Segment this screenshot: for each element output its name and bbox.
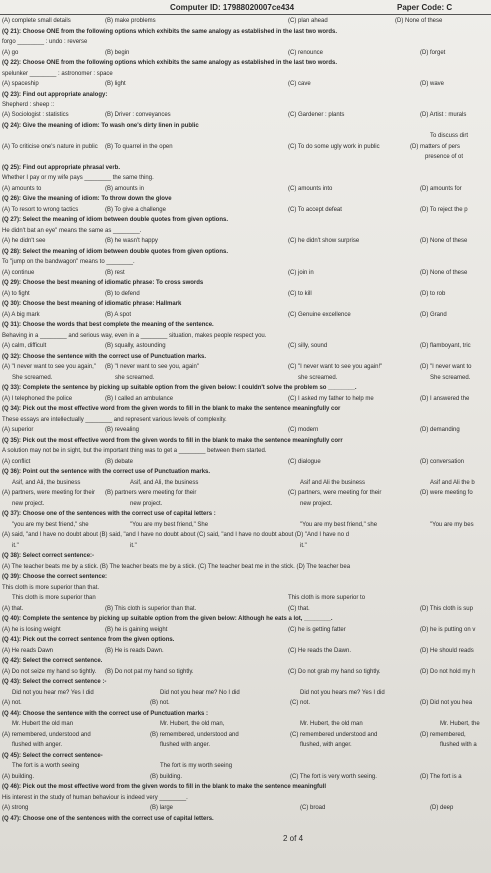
text-segment: (A) To resort to wrong tactics (2, 206, 79, 213)
text-segment: The fort is my worth seeing (160, 763, 233, 769)
text-line (0, 805, 491, 815)
text-line (0, 186, 491, 196)
text-line (0, 196, 491, 206)
text-segment: Whether I pay or my wife pays ________ the same thing. (2, 175, 154, 182)
question-text: (Q 45): Select the correct sentence- (2, 752, 103, 759)
text-segment: it." (12, 542, 19, 549)
text-segment: His interest in the study of human behaviour is indeed very ________. (2, 794, 188, 801)
text-segment: (B) To quarrel in the open (105, 143, 173, 150)
question-text: (Q 24): Give the meaning of idiom: To wash one's dirty linen in public (2, 122, 199, 129)
text-segment: (A) building. (2, 773, 35, 780)
text-segment: (B) he is gaining weight (105, 626, 168, 633)
text-segment: (B) make problems (105, 18, 156, 24)
text-segment: (A) spaceship (2, 81, 39, 87)
text-line (0, 543, 491, 553)
text-segment: (B) not. (150, 700, 170, 707)
text-line (0, 207, 491, 217)
text-segment: "You are my best friend," she (300, 521, 378, 528)
text-segment: (A) calm, difficult (2, 343, 47, 350)
text-segment: Mr. Hubert, the (440, 721, 480, 728)
text-line (0, 406, 491, 416)
text-line (0, 102, 491, 112)
text-segment: (C) silly, sound (288, 343, 328, 350)
computer-id: Computer ID: 17988020007ce434 (170, 3, 295, 12)
text-line (0, 448, 491, 458)
text-segment: (B) Driver : conveyances (105, 112, 171, 119)
text-line (0, 249, 491, 259)
text-segment: (D) he is putting on v (420, 626, 476, 633)
question-text: (Q 25): Find out appropriate phrasal verb. (2, 164, 121, 171)
text-segment: (C) dialogue (288, 458, 321, 465)
text-segment: (D) "I never want to (420, 364, 472, 371)
text-segment: (C) modern (288, 427, 319, 434)
text-segment: (C) to kill (288, 290, 312, 297)
text-line (0, 71, 491, 81)
text-segment: This cloth is more superior than (12, 595, 96, 602)
text-segment: He didn't bat an eye" means the same as ________. (2, 227, 142, 234)
text-segment: flushed with a (440, 742, 477, 749)
text-segment: (A) superior (2, 427, 34, 434)
text-segment: (C) To do some ugly work in public (288, 143, 380, 150)
text-line (0, 732, 491, 742)
text-line (0, 585, 491, 595)
text-segment: (B) to defend (105, 290, 140, 297)
text-segment: These essays are intellectually ________ and represent various levels of complexity. (2, 416, 227, 423)
paper-code: Paper Code: C (397, 3, 453, 12)
text-segment: (B) debate (105, 458, 134, 465)
text-segment: She screamed. (430, 374, 471, 381)
question-text: (Q 29): Choose the best meaning of idiomatic phrase: To cross swords (2, 280, 204, 287)
text-segment: (A) to fight (2, 290, 30, 297)
text-line (0, 574, 491, 584)
text-segment: (B) This cloth is superior than that. (105, 605, 197, 612)
text-line (0, 312, 491, 322)
text-line (0, 490, 491, 500)
question-text: (Q 21): Choose ONE from the following options which exhibits the same analogy as established in the last two words. (2, 28, 338, 35)
text-line (0, 459, 491, 469)
question-text: (Q 30): Choose the best meaning of idiomatic phrase: Hallmark (2, 301, 182, 308)
text-line (0, 123, 491, 133)
question-text: (Q 47): Choose one of the sentences with the correct use of capital letters. (2, 815, 214, 822)
text-segment: Asif and Ali the b (430, 479, 475, 486)
text-segment: (C) renounce (288, 49, 324, 56)
text-segment: Mr. Hubert, the old man (300, 721, 363, 728)
text-line (0, 595, 491, 605)
text-segment: (C) Genuine excellence (288, 311, 351, 318)
text-line (0, 154, 491, 164)
text-line (0, 60, 491, 70)
text-segment: (D) Did not you hea (420, 700, 473, 707)
text-segment: spelunker ________ : astronomer : space (2, 70, 113, 77)
text-segment: (A) partners, were meeting for their (2, 490, 96, 497)
text-segment: Mr. Hubert, the old man, (160, 721, 225, 728)
text-segment: (D) None of these (420, 269, 468, 276)
text-line (0, 354, 491, 364)
text-segment: The fort is a worth seeing (12, 763, 80, 769)
question-text: (Q 26): Give the meaning of idiom: To throw down the glove (2, 196, 172, 203)
text-segment: (C) Do not grab my hand so tightly. (288, 668, 381, 675)
text-segment: presence of ot (425, 154, 464, 161)
text-segment: (D) matters of pers (410, 143, 461, 150)
text-line (0, 532, 491, 542)
text-segment: (B) large (150, 805, 174, 811)
text-segment: (A) continue (2, 269, 35, 276)
text-segment: it." (130, 542, 137, 549)
text-segment: She screamed. (12, 374, 53, 381)
text-segment: (C) join in (288, 269, 314, 276)
text-segment: "You are my best friend," She (130, 521, 209, 528)
text-segment: flushed with anger. (160, 742, 211, 749)
text-segment: (A) The teacher beats me by a stick. (B) The teacher beats me by a stick. (C) The teacher beat me in the stick. (D) The teacher bea (2, 563, 351, 570)
text-segment: (A) He reads Dawn (2, 647, 54, 654)
text-segment: (C) that. (288, 605, 310, 612)
text-segment: (D) None of these (395, 18, 443, 24)
text-line (0, 364, 491, 374)
question-text: (Q 41): Pick out the correct sentence from the given options. (2, 637, 175, 644)
text-line (0, 679, 491, 689)
text-line (0, 50, 491, 60)
text-segment: (B) To give a challenge (105, 206, 166, 213)
text-line (0, 333, 491, 343)
text-segment: "you are my best friend," she (12, 521, 89, 528)
text-segment: Asif, and Ali, the business (130, 479, 199, 486)
text-segment: (C) partners, were meeting for their (288, 490, 382, 497)
text-segment: (A) To criticise one's nature in public (2, 143, 98, 150)
text-segment: (B) squally, astounding (105, 343, 166, 350)
text-segment: (B) begin (105, 49, 130, 56)
text-line (0, 469, 491, 479)
text-segment: Did not you hear me? No I did (160, 689, 240, 696)
text-segment: (C) Gardener : plants (288, 112, 345, 119)
question-text: (Q 34): Pick out the most effective word from the given words to fill in the blank to make the sentence meaningfully cor (2, 406, 341, 413)
text-line (0, 648, 491, 658)
text-line (0, 238, 491, 248)
text-line (0, 784, 491, 794)
text-segment: (D) Artist : murals (420, 112, 467, 119)
text-line (0, 322, 491, 332)
text-segment: To "jump on the bandwagon" means to ________. (2, 259, 135, 266)
text-segment: Mr. Hubert the old man (12, 721, 74, 728)
text-segment: (D) deep (430, 805, 454, 811)
text-line (0, 144, 491, 154)
text-segment: (B) Do not pat my hand so tightly. (105, 668, 194, 675)
text-segment: (C) He reads the Dawn. (288, 647, 352, 654)
text-line (0, 385, 491, 395)
text-line (0, 553, 491, 563)
text-line (0, 396, 491, 406)
question-text: (Q 33): Complete the sentence by picking up suitable option from the given below: I couldn't solve the problem so ________. (2, 385, 357, 392)
text-segment: (D) He should reads (420, 647, 474, 654)
text-segment: she screamed. (115, 374, 155, 381)
text-line (0, 690, 491, 700)
text-segment: (B) He is reads Dawn. (105, 647, 164, 654)
text-segment: new project. (130, 500, 163, 507)
text-line (0, 217, 491, 227)
text-line (0, 753, 491, 763)
text-line (0, 522, 491, 532)
question-text: (Q 28): Select the meaning of idiom between double quotes from given options. (2, 248, 229, 255)
text-line (0, 39, 491, 49)
question-text: (Q 22): Choose ONE from the following options which exhibits the same analogy as established in the last two words. (2, 60, 338, 66)
text-line (0, 606, 491, 616)
text-segment: (C) not. (290, 700, 311, 707)
text-line (0, 511, 491, 521)
text-line (0, 480, 491, 490)
text-segment: (A) remembered, understood and (2, 731, 91, 738)
text-segment: Asif and Ali the business (300, 479, 366, 486)
text-line (0, 175, 491, 185)
text-line (0, 774, 491, 784)
text-line (0, 81, 491, 91)
text-segment: (D) remembered, (420, 731, 466, 738)
question-text: (Q 27): Select the meaning of idiom between double quotes from given options. (2, 217, 229, 224)
text-segment: (B) light (105, 81, 126, 87)
text-segment: (D) to rob (420, 290, 446, 297)
question-text: (Q 43): Select the correct sentence :- (2, 679, 107, 686)
text-line (0, 816, 491, 826)
question-text: (Q 23): Find out appropriate analogy: (2, 91, 108, 98)
text-line (0, 711, 491, 721)
text-segment: it." (300, 542, 307, 549)
text-segment: (A) Do not seize my hand so tightly. (2, 668, 97, 675)
text-line (0, 763, 491, 773)
question-text: (Q 46): Pick out the most effective word from the given words to fill in the blank to make the sentence meaningfull (2, 784, 327, 790)
text-segment: (D) conversation (420, 458, 465, 465)
question-text: (Q 39): Choose the correct sentence: (2, 574, 108, 581)
text-segment: (D) Do not hold my h (420, 668, 476, 675)
text-segment: This cloth is more superior to (288, 595, 366, 602)
question-text: (Q 31): Choose the words that best complete the meaning of the sentence. (2, 322, 214, 329)
text-line (0, 616, 491, 626)
text-line (0, 228, 491, 238)
text-segment: (D) This cloth is sup (420, 605, 473, 612)
text-line (0, 259, 491, 269)
text-segment: (C) plan ahead (288, 18, 328, 24)
text-segment: (A) amounts to (2, 185, 42, 192)
text-segment: new project. (12, 500, 45, 507)
text-line (0, 501, 491, 511)
text-line (0, 112, 491, 122)
text-line (0, 742, 491, 752)
text-line (0, 700, 491, 710)
text-line (0, 417, 491, 427)
question-text: (Q 38): Select correct sentence:- (2, 553, 95, 560)
text-segment: Asif, and Ali, the business (12, 479, 81, 486)
text-line (0, 427, 491, 437)
text-segment: she screamed. (298, 374, 338, 381)
text-line (0, 18, 491, 28)
text-segment: (C) The fort is very worth seeing. (290, 773, 377, 780)
text-segment: (C) he is getting fatter (288, 626, 346, 633)
text-segment: (A) not. (2, 700, 22, 707)
text-segment: (C) remembered understood and (290, 731, 378, 738)
page-number: 2 of 4 (283, 834, 304, 843)
text-segment: (A) A big mark (2, 311, 40, 318)
text-segment: (C) To accept defeat (288, 206, 342, 213)
text-segment: (A) said, "and I have no doubt about (B) said, "and I have no doubt about (C) said, "and I have no doubt about (D) "And I have no d (2, 532, 350, 539)
text-segment: A solution may not be in sight, but the important thing was to get a ________ between them started. (2, 448, 267, 455)
text-line (0, 375, 491, 385)
question-text: (Q 35): Pick out the most effective word from the given words to fill in the blank to make the sentence meaningfully corr (2, 437, 343, 444)
question-text: (Q 40): Complete the sentence by picking up suitable option from the given below: Although he eats a lot, ________. (2, 616, 333, 623)
text-segment: (A) that. (2, 605, 24, 612)
text-line (0, 343, 491, 353)
text-segment: (B) partners were meeting for their (105, 490, 197, 497)
text-segment: Shepherd : sheep :: (2, 101, 55, 108)
text-line (0, 669, 491, 679)
text-segment: Did not you hear me? Yes I did (12, 689, 94, 696)
text-segment: (C) amounts into (288, 185, 333, 192)
text-line (0, 564, 491, 574)
text-segment: (C) broad (300, 805, 326, 811)
text-segment: Behaving in a ________ and serious way, even in a ________ situation, makes people respect you. (2, 332, 267, 339)
text-segment: This cloth is more superior than that. (2, 584, 100, 591)
text-segment: (D) forget (420, 49, 446, 56)
text-line (0, 658, 491, 668)
text-segment: (A) Sociologist : statistics (2, 112, 69, 119)
text-segment: (D) Grand (420, 311, 447, 318)
text-segment: (B) amounts in (105, 185, 145, 192)
text-segment: (A) I telephoned the police (2, 395, 73, 402)
question-text: (Q 44): Choose the sentence with the correct use of Punctuation marks : (2, 710, 209, 717)
text-segment: (A) complete small details (2, 18, 71, 24)
text-segment: (A) he didn't see (2, 238, 46, 245)
text-line (0, 721, 491, 731)
text-segment: (C) cave (288, 81, 311, 87)
text-segment: (B) I called an ambulance (105, 395, 174, 402)
text-segment: (D) The fort is a (420, 773, 462, 780)
text-segment: Did not you hears me? Yes I did (300, 689, 385, 696)
text-segment: (D) flamboyant, tric (420, 343, 471, 350)
question-text: (Q 36): Point out the sentence with the correct use of Punctuation marks. (2, 469, 211, 476)
text-segment: (A) he is losing weight (2, 626, 61, 633)
question-text: (Q 32): Choose the sentence with the correct use of Punctuation marks. (2, 353, 207, 360)
text-line (0, 270, 491, 280)
text-line (0, 280, 491, 290)
text-line (0, 627, 491, 637)
text-segment: (D) amounts for (420, 185, 462, 192)
text-segment: (B) building. (150, 773, 183, 780)
text-segment: (B) revealing (105, 427, 140, 434)
text-segment: (D) None of these (420, 238, 468, 245)
text-line (0, 133, 491, 143)
text-segment: (C) he didn't show surprise (288, 238, 360, 245)
text-segment: flushed, with anger. (300, 742, 352, 749)
question-text: (Q 37): Choose one of the sentences with the correct use of capital letters : (2, 511, 216, 518)
text-segment: To discuss dirt (430, 133, 469, 140)
text-segment: (C) "I never want to see you again!" (288, 364, 383, 371)
text-line (0, 637, 491, 647)
text-segment: (B) rest (105, 269, 125, 276)
text-segment: (D) I answered the (420, 395, 470, 402)
text-segment: (D) demanding (420, 427, 460, 434)
text-segment: new project. (300, 500, 333, 507)
text-line (0, 165, 491, 175)
text-line (0, 301, 491, 311)
text-line (0, 92, 491, 102)
text-line (0, 438, 491, 448)
text-segment: (D) were meeting fo (420, 490, 473, 497)
text-line (0, 291, 491, 301)
text-segment: (A) strong (2, 805, 29, 811)
text-segment: (B) A spot (105, 311, 132, 318)
question-text: (Q 42): Select the correct sentence. (2, 658, 103, 665)
text-segment: (C) I asked my father to help me (288, 395, 374, 402)
text-segment: "You are my bes (430, 521, 474, 528)
text-segment: (A) go (2, 49, 19, 56)
text-segment: (B) he wasn't happy (105, 238, 158, 245)
text-segment: flushed with anger. (12, 742, 63, 749)
text-segment: (B) remembered, understood and (150, 731, 239, 738)
text-segment: (D) wave (420, 81, 445, 87)
header-rule (0, 14, 491, 15)
text-segment: (A) "I never want to see you again," (2, 364, 96, 371)
text-segment: (D) To reject the p (420, 206, 468, 213)
text-line (0, 795, 491, 805)
text-segment: (A) conflict (2, 458, 31, 465)
text-segment: forgo ________ : undo : reverse (2, 39, 88, 45)
text-line (0, 29, 491, 39)
text-segment: (B) "I never want to see you, again" (105, 364, 199, 371)
